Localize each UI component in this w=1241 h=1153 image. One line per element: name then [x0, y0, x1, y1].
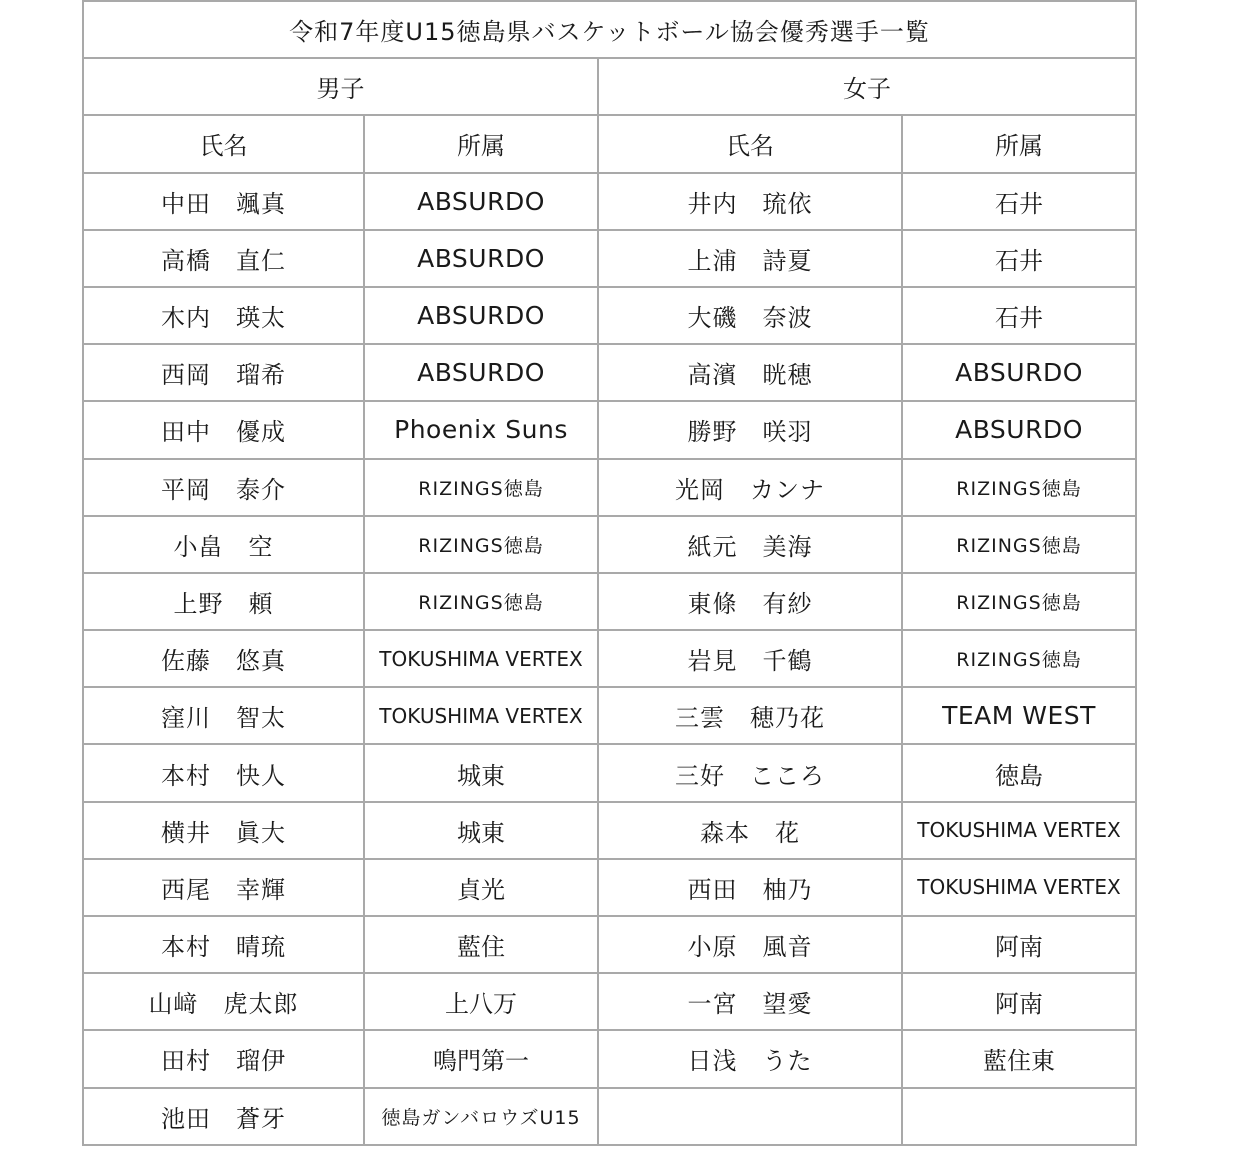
player-name: 田村 瑠伊 — [161, 1047, 286, 1076]
girl-team-cell: RIZINGS徳島 — [902, 516, 1136, 573]
player-name: 高橋 直仁 — [161, 246, 286, 275]
girl-name-cell — [598, 916, 902, 973]
boys-name-header: 氏名 — [83, 115, 364, 172]
table-row — [83, 744, 1136, 801]
boy-team-cell: TOKUSHIMA VERTEX — [364, 630, 598, 687]
boy-name-cell — [83, 859, 364, 916]
player-name: 西岡 瑠希 — [161, 361, 286, 390]
title-row — [83, 1, 1136, 58]
player-name: 岩見 千鶴 — [687, 647, 813, 676]
girl-team-cell: 阿南 — [902, 973, 1136, 1030]
boy-team-cell: 藍住 — [364, 916, 598, 973]
girl-name-cell — [598, 687, 902, 744]
player-name: 井内 琉依 — [687, 189, 813, 218]
players-table — [82, 0, 1137, 1146]
boy-team-cell: 城東 — [364, 744, 598, 801]
girls-team-header: 所属 — [902, 115, 1136, 172]
table-row — [83, 687, 1136, 744]
girl-name-cell — [598, 973, 902, 1030]
table-row — [83, 287, 1136, 344]
boy-name-cell — [83, 287, 364, 344]
player-name: 西尾 幸輝 — [161, 875, 286, 904]
group-header-row — [83, 58, 1136, 115]
table-row — [83, 973, 1136, 1030]
boy-name-cell — [83, 630, 364, 687]
girl-team-cell: RIZINGS徳島 — [902, 459, 1136, 516]
player-name: 池田 蒼牙 — [161, 1104, 286, 1133]
table-row — [83, 459, 1136, 516]
player-name: 三好 こころ — [675, 761, 825, 790]
player-name: 田中 優成 — [161, 418, 286, 447]
girl-name-cell — [598, 459, 902, 516]
boy-name-cell — [83, 973, 364, 1030]
player-name: 窪川 智太 — [161, 704, 286, 733]
player-name: 高濱 晄穂 — [687, 361, 813, 390]
player-name: 紙元 美海 — [687, 532, 813, 561]
player-name: 小畠 空 — [173, 532, 274, 561]
boys-group-header: 男子 — [83, 58, 598, 115]
table-row — [83, 916, 1136, 973]
player-name: 横井 眞大 — [161, 818, 286, 847]
boy-name-cell — [83, 916, 364, 973]
boy-team-cell: ABSURDO — [364, 230, 598, 287]
player-name: 勝野 咲羽 — [687, 418, 813, 447]
column-header-row — [83, 115, 1136, 172]
girl-team-cell: 徳島 — [902, 744, 1136, 801]
boy-name-cell — [83, 344, 364, 401]
player-name: 上野 頼 — [173, 589, 274, 618]
girl-name-cell — [598, 1030, 902, 1087]
boy-name-cell — [83, 687, 364, 744]
boy-name-cell — [83, 802, 364, 859]
girl-name-cell — [598, 344, 902, 401]
table-row — [83, 516, 1136, 573]
boy-name-cell — [83, 173, 364, 230]
girl-team-cell: TOKUSHIMA VERTEX — [902, 859, 1136, 916]
boy-name-cell — [83, 401, 364, 458]
boys-team-header: 所属 — [364, 115, 598, 172]
boy-name-cell — [83, 516, 364, 573]
player-name: 佐藤 悠真 — [161, 647, 286, 676]
girl-team-cell: 石井 — [902, 287, 1136, 344]
boy-team-cell: RIZINGS徳島 — [364, 516, 598, 573]
boy-name-cell — [83, 230, 364, 287]
girl-name-cell — [598, 630, 902, 687]
player-name: 小原 風音 — [687, 933, 813, 962]
girls-name-header: 氏名 — [598, 115, 902, 172]
player-name: 中田 颯真 — [161, 189, 286, 218]
girl-name-cell — [598, 1088, 902, 1145]
player-name: 本村 快人 — [161, 761, 286, 790]
player-name: 森本 花 — [700, 818, 800, 847]
boy-name-cell — [83, 459, 364, 516]
player-name: 光岡 カンナ — [675, 475, 825, 504]
girl-name-cell — [598, 287, 902, 344]
girl-team-cell: RIZINGS徳島 — [902, 630, 1136, 687]
girl-team-cell: 石井 — [902, 230, 1136, 287]
boy-team-cell: ABSURDO — [364, 287, 598, 344]
table-row — [83, 573, 1136, 630]
girl-name-cell — [598, 173, 902, 230]
boy-team-cell: 貞光 — [364, 859, 598, 916]
boy-name-cell — [83, 573, 364, 630]
table-row — [83, 1088, 1136, 1145]
boy-team-cell: RIZINGS徳島 — [364, 573, 598, 630]
boy-team-cell: TOKUSHIMA VERTEX — [364, 687, 598, 744]
boy-team-cell: RIZINGS徳島 — [364, 459, 598, 516]
girl-team-cell: 阿南 — [902, 916, 1136, 973]
girl-team-cell: 石井 — [902, 173, 1136, 230]
girl-name-cell — [598, 516, 902, 573]
girl-team-cell: TEAM WEST — [902, 687, 1136, 744]
boy-name-cell — [83, 1088, 364, 1145]
player-name: 一宮 望愛 — [687, 990, 813, 1019]
player-name: 大磯 奈波 — [687, 304, 813, 333]
table-row — [83, 859, 1136, 916]
player-name: 三雲 穂乃花 — [675, 704, 825, 733]
boy-team-cell: 鳴門第一 — [364, 1030, 598, 1087]
player-name: 本村 晴琉 — [161, 933, 286, 962]
player-name: 山﨑 虎太郎 — [148, 990, 299, 1019]
table-row — [83, 802, 1136, 859]
girl-name-cell — [598, 859, 902, 916]
boy-team-cell: 城東 — [364, 802, 598, 859]
player-name: 日浅 うた — [687, 1047, 813, 1076]
boy-team-cell: 上八万 — [364, 973, 598, 1030]
table-row — [83, 1030, 1136, 1087]
girl-name-cell — [598, 230, 902, 287]
girl-team-cell: TOKUSHIMA VERTEX — [902, 802, 1136, 859]
boy-name-cell — [83, 1030, 364, 1087]
table-row — [83, 401, 1136, 458]
boy-name-cell — [83, 744, 364, 801]
player-name: 東條 有紗 — [687, 589, 813, 618]
page-title: 令和7年度U15徳島県バスケットボール協会優秀選手一覧 — [83, 1, 1136, 58]
girl-team-cell — [902, 1088, 1136, 1145]
player-name: 上浦 詩夏 — [687, 246, 813, 275]
girl-team-cell: ABSURDO — [902, 344, 1136, 401]
player-name: 平岡 泰介 — [161, 475, 286, 504]
girl-name-cell — [598, 744, 902, 801]
player-name: 木内 瑛太 — [161, 304, 286, 333]
girl-team-cell: RIZINGS徳島 — [902, 573, 1136, 630]
boy-team-cell: Phoenix Suns — [364, 401, 598, 458]
table-row — [83, 630, 1136, 687]
girl-team-cell: 藍住東 — [902, 1030, 1136, 1087]
girl-name-cell — [598, 802, 902, 859]
girls-group-header: 女子 — [598, 58, 1136, 115]
girl-team-cell: ABSURDO — [902, 401, 1136, 458]
boy-team-cell: ABSURDO — [364, 344, 598, 401]
table-row — [83, 230, 1136, 287]
player-name: 西田 柚乃 — [687, 875, 813, 904]
girl-name-cell — [598, 573, 902, 630]
boy-team-cell: ABSURDO — [364, 173, 598, 230]
table-row — [83, 173, 1136, 230]
girl-name-cell — [598, 401, 902, 458]
table-row — [83, 344, 1136, 401]
boy-team-cell: 徳島ガンバロウズU15 — [364, 1088, 598, 1145]
